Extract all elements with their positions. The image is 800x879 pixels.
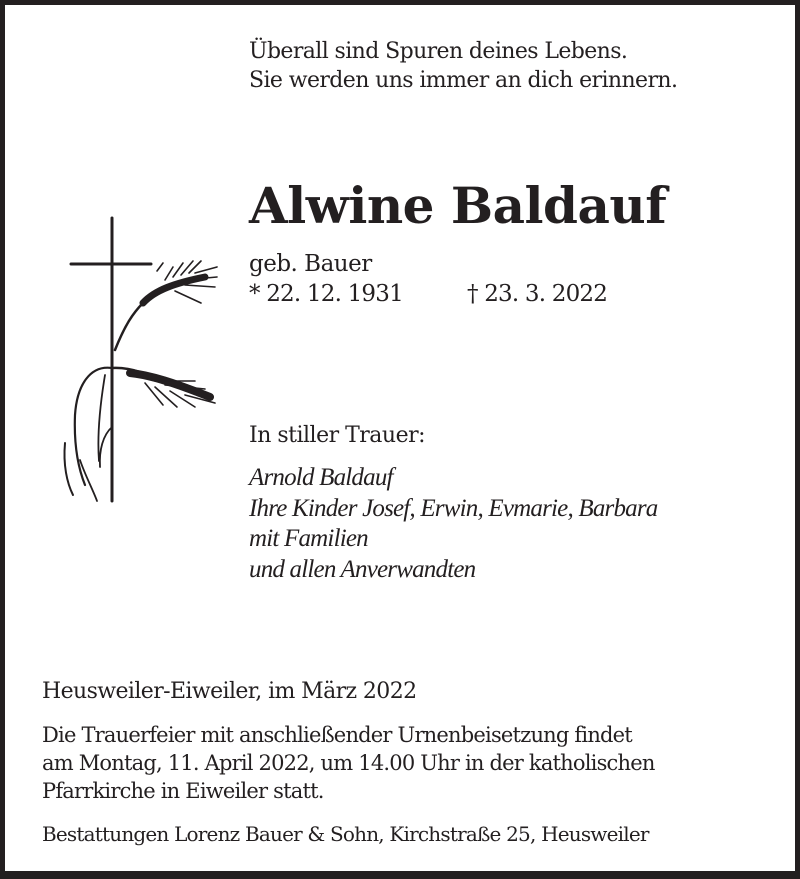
mourner-line: und allen Anverwandten bbox=[249, 555, 476, 583]
deceased-name: Alwine Baldauf bbox=[249, 176, 667, 235]
mourning-heading: In stiller Trauer: bbox=[249, 423, 426, 448]
undertaker-info: Bestattungen Lorenz Bauer & Sohn, Kirchstraße 25, Heusweiler bbox=[42, 822, 649, 846]
death-date: † 23. 3. 2022 bbox=[467, 281, 608, 307]
place-and-date: Heusweiler-Eiweiler, im März 2022 bbox=[42, 679, 417, 704]
mourner-line: Arnold Baldauf bbox=[249, 464, 393, 491]
motto-line: Sie werden uns immer an dich erinnern. bbox=[249, 68, 678, 93]
memorial-motto bbox=[249, 37, 677, 95]
mourners-list bbox=[249, 463, 657, 585]
life-dates bbox=[249, 279, 608, 309]
motto-line: Überall sind Spuren deines Lebens. bbox=[249, 39, 628, 64]
ceremony-details bbox=[42, 721, 655, 805]
ceremony-line: am Montag, 11. April 2022, um 14.00 Uhr in der katholischen bbox=[42, 751, 655, 775]
ceremony-line: Pfarrkirche in Eiweiler statt. bbox=[42, 779, 324, 803]
birth-date: * 22. 12. 1931 bbox=[249, 281, 403, 307]
cross-with-wheat-icon bbox=[45, 205, 245, 515]
mourner-line: Ihre Kinder Josef, Erwin, Evmarie, Barbara bbox=[249, 494, 658, 522]
ceremony-line: Die Trauerfeier mit anschließender Urnenbeisetzung findet bbox=[42, 723, 632, 747]
mourner-line: mit Familien bbox=[249, 525, 368, 552]
maiden-name: geb. Bauer bbox=[249, 251, 372, 277]
